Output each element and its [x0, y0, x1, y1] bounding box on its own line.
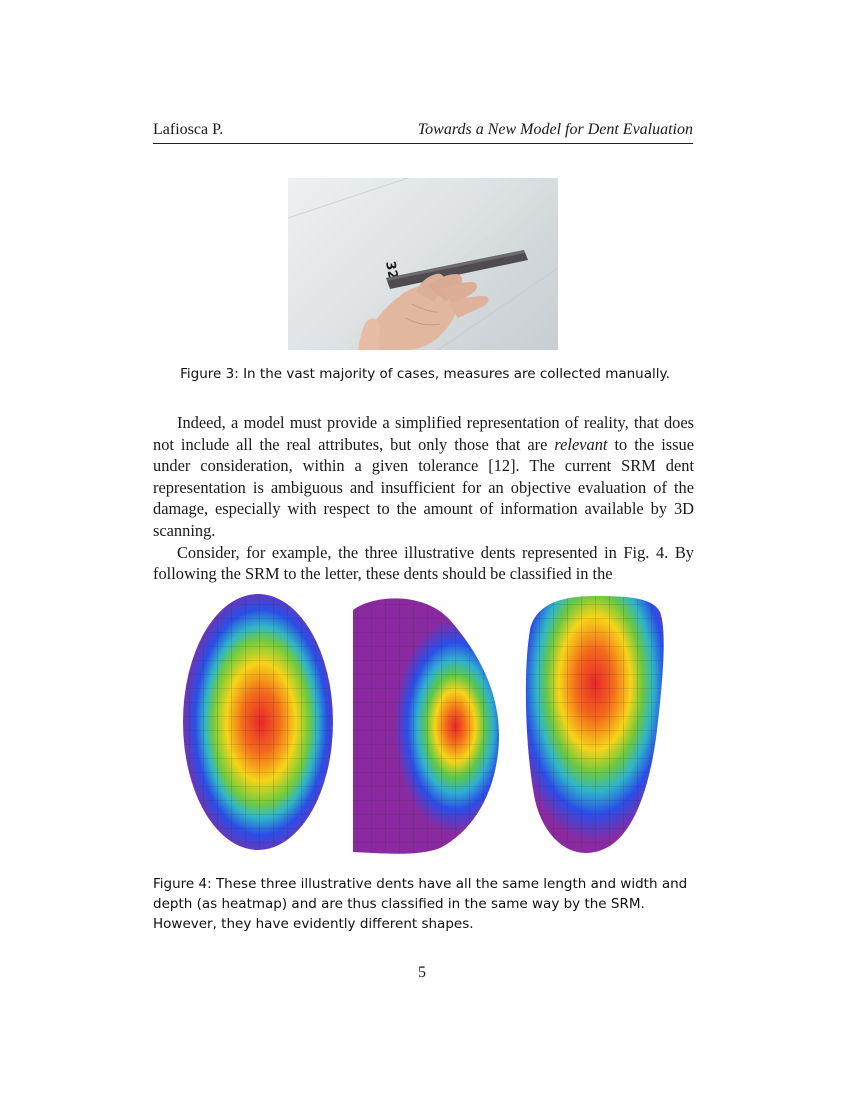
dent-3-heatmap — [515, 590, 675, 860]
running-header — [153, 121, 693, 144]
figure-3-photo — [288, 178, 558, 350]
photo-marker-label: 32 — [382, 260, 400, 281]
paragraph-1-emphasis: relevant — [554, 434, 608, 454]
figure-4-caption: Figure 4: These three illustrative dents have all the same length and width and depth (as heatmap) and are thus classified in the same way by the SRM. However, they have evidently different shapes. — [153, 876, 688, 932]
dent-1-heatmap — [175, 590, 345, 860]
figure-4-heatmaps — [175, 590, 675, 860]
paragraph-1 — [153, 412, 694, 542]
page-number: 5 — [418, 964, 426, 981]
hand — [358, 274, 489, 350]
dent-2-heatmap — [345, 590, 505, 860]
header-author: Lafiosca P. — [153, 121, 224, 138]
paragraph-1-part-a: Indeed, a model must provide a simplified representation of reality, that does not include all the real attributes, but only those that are — [153, 413, 694, 454]
paragraph-2: Consider, for example, the three illustrative dents represented in Fig. 4. By following the SRM to the letter, these dents should be classified in the — [153, 542, 694, 584]
header-title: Towards a New Model for Dent Evaluation — [417, 121, 693, 138]
figure-3-caption: Figure 3: In the vast majority of cases, measures are collected manually. — [180, 366, 670, 382]
body-text — [153, 412, 694, 585]
paragraph-1-part-b: to the issue under consideration, within a given tolerance [12]. The current SRM dent representation is ambiguous and insufficient for an objective evaluation of the damage, especially with respect to the amount of information available by 3D scanning. — [153, 434, 694, 540]
